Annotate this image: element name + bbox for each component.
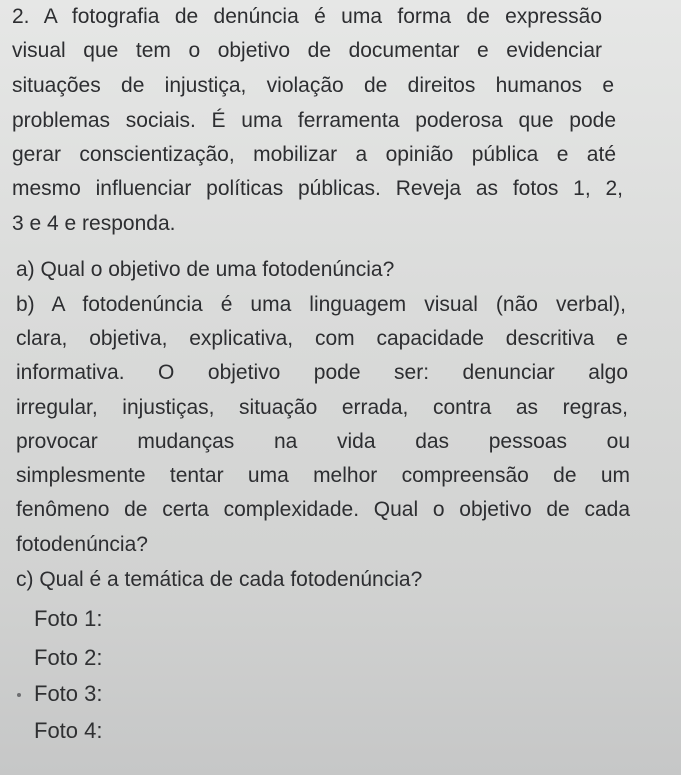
foto-3-label: Foto 3:	[34, 681, 103, 706]
item-c-text: c) Qual é a temática de cada fotodenúncia?	[16, 568, 423, 591]
item-b-line-2: clara, objetiva, explicativa, com capacidade descritiva e	[16, 327, 628, 350]
item-b-line-4: irregular, injustiças, situação errada, contra as regras,	[16, 396, 628, 419]
item-b-line-6: simplesmente tentar uma melhor compreensão de um	[16, 464, 630, 487]
question-line-4: problemas sociais. É uma ferramenta poderosa que pode	[12, 109, 616, 132]
question-line-7: 3 e 4 e responda.	[12, 212, 176, 235]
item-b-line-8: fotodenúncia?	[16, 533, 148, 556]
item-b-line-3: informativa. O objetivo pode ser: denunciar algo	[16, 361, 628, 384]
question-line-2: visual que tem o objetivo de documentar e evidenciar	[12, 39, 602, 62]
question-line-5: gerar conscientização, mobilizar a opinião pública e até	[12, 143, 616, 166]
item-a-text: a) Qual o objetivo de uma fotodenúncia?	[16, 258, 395, 281]
foto-2-label: Foto 2:	[34, 645, 103, 670]
item-b-line-7: fenômeno de certa complexidade. Qual o objetivo de cada	[16, 498, 630, 521]
item-b-line-5: provocar mudanças na vida das pessoas ou	[16, 430, 630, 453]
question-line-6: mesmo influenciar políticas públicas. Reveja as fotos 1, 2,	[12, 177, 623, 200]
foto-1-label: Foto 1:	[34, 606, 103, 631]
item-b-line-1: b) A fotodenúncia é uma linguagem visual (não verbal),	[16, 293, 626, 316]
foto-4-label: Foto 4:	[34, 718, 103, 743]
question-line-3: situações de injustiça, violação de direitos humanos e	[12, 74, 614, 97]
question-line-1: 2. A fotografia de denúncia é uma forma de expressão	[12, 5, 602, 28]
bullet-dot-icon	[17, 693, 21, 697]
